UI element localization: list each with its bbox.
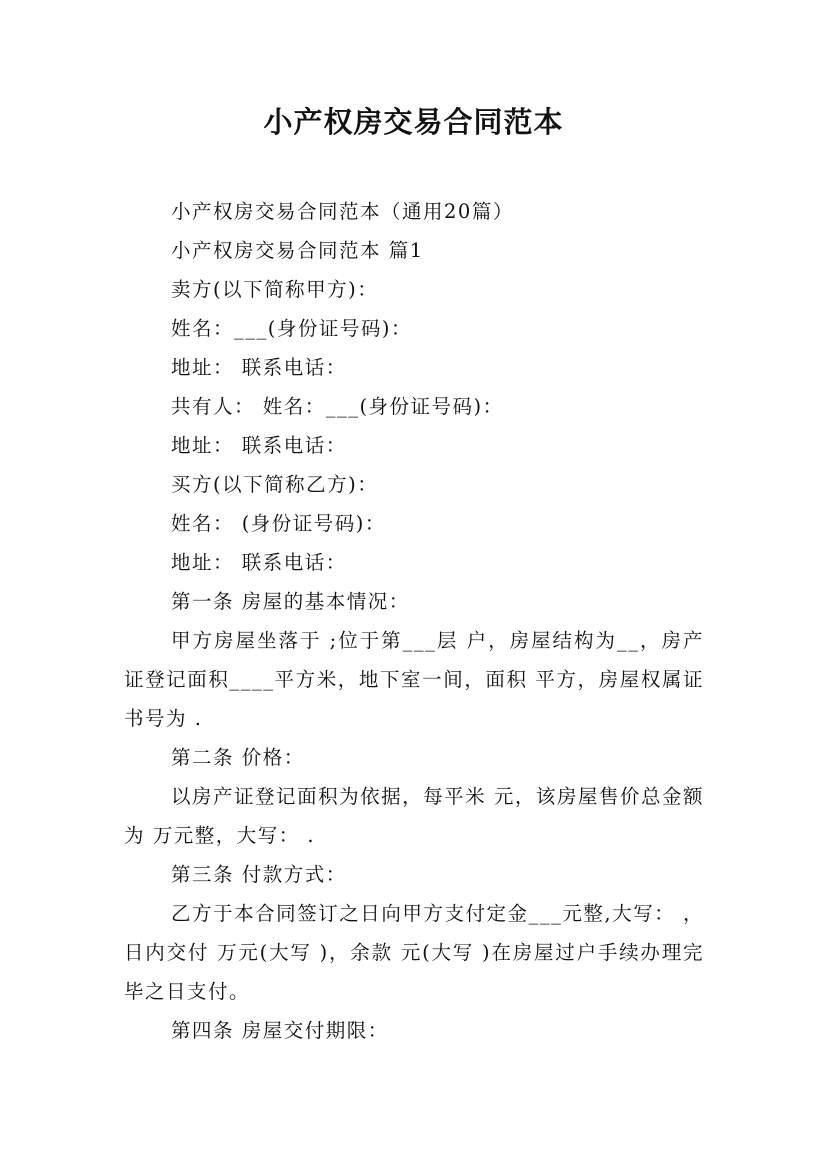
- paragraph-section-heading: 小产权房交易合同范本 篇1: [171, 239, 424, 262]
- paragraph-co-owner-name: 共有人： 姓名：___(身份证号码)：: [171, 395, 504, 418]
- document-body: [124, 192, 704, 1050]
- paragraph-buyer-heading: 买方(以下简称乙方)：: [171, 473, 379, 496]
- paragraph-seller-heading: 卖方(以下简称甲方)：: [171, 278, 379, 301]
- paragraph-seller-name: 姓名：___(身份证号码)：: [171, 317, 412, 340]
- paragraph-article-4-heading: 第四条 房屋交付期限：: [171, 1019, 389, 1042]
- paragraph-article-3-body: 乙方于本合同签订之日向甲方支付定金___元整,大写： ，日内交付 万元(大写 )，余款 元(大写 )在房屋过户手续办理完毕之日支付。: [124, 902, 704, 1003]
- paragraph-article-1-heading: 第一条 房屋的基本情况：: [171, 590, 410, 613]
- paragraph-buyer-address: 地址： 联系电话：: [171, 551, 347, 574]
- paragraph-subtitle: 小产权房交易合同范本（通用20篇）: [171, 200, 514, 223]
- paragraph-seller-address: 地址： 联系电话：: [171, 356, 347, 379]
- paragraph-article-1-body: 甲方房屋坐落于 ;位于第___层 户，房屋结构为__，房产证登记面积____平方米，地下室一间，面积 平方，房屋权属证书号为 .: [124, 629, 704, 730]
- paragraph-article-2-body: 以房产证登记面积为依据，每平米 元，该房屋售价总金额为 万元整，大写： .: [124, 785, 704, 847]
- document-title: 小产权房交易合同范本: [263, 105, 564, 139]
- paragraph-co-owner-address: 地址： 联系电话：: [171, 434, 347, 457]
- paragraph-article-3-heading: 第三条 付款方式：: [171, 863, 347, 886]
- paragraph-article-2-heading: 第二条 价格：: [171, 746, 305, 769]
- paragraph-buyer-name: 姓名： (身份证号码)：: [171, 512, 386, 535]
